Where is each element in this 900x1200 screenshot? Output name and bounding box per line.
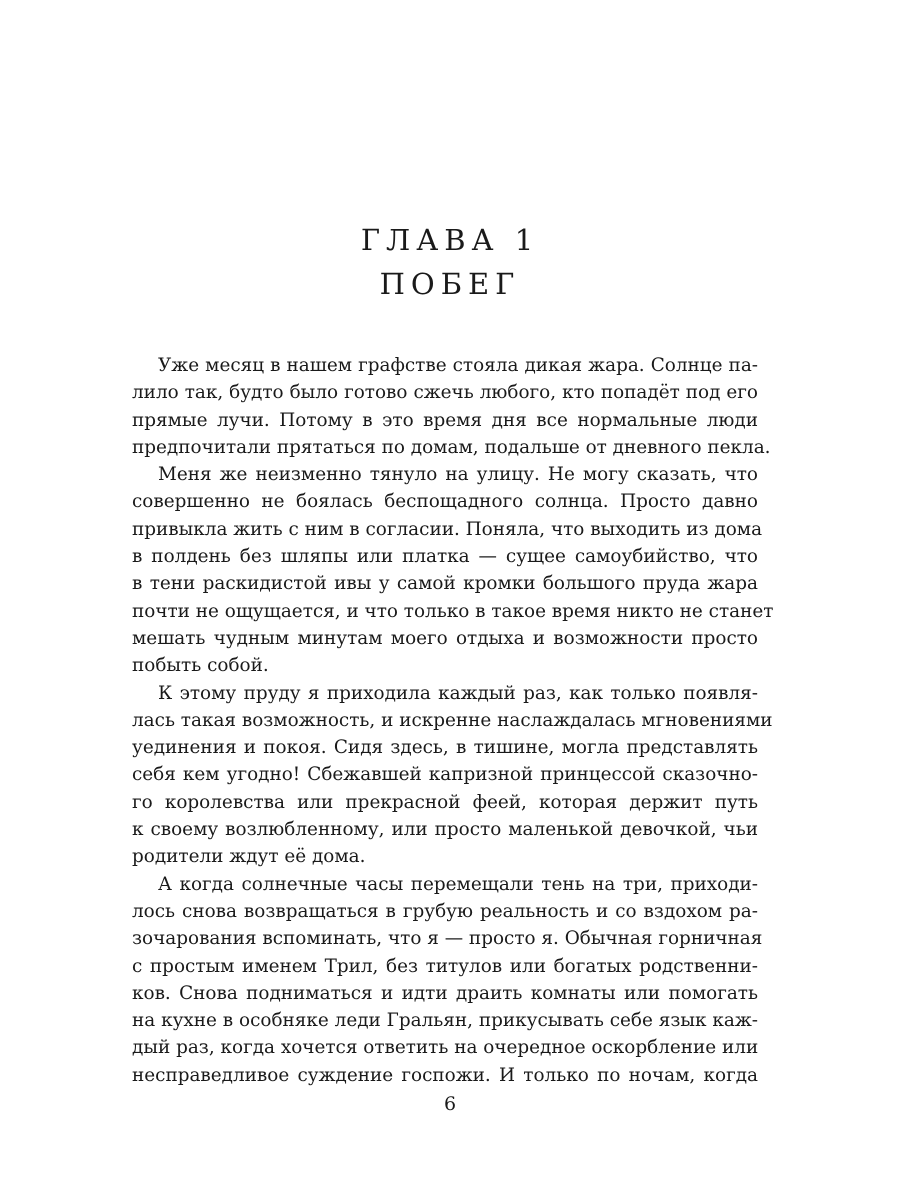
text-line: лось снова возвращаться в грубую реальность и со вздохом ра- (132, 900, 758, 922)
text-line: лась такая возможность, и искренне наслаждалась мгновениями (132, 709, 773, 731)
text-line: зочарования вспоминать, что я — просто я. Обычная горничная (132, 928, 763, 950)
text-line: побыть собой. (132, 655, 269, 677)
text-line: дый раз, когда хочется ответить на очередное оскорбление или (132, 1037, 759, 1059)
text-line: Уже месяц в нашем графстве стояла дикая жара. Солнце па- (158, 355, 758, 376)
page-number: 6 (443, 1093, 457, 1115)
text-line: себя кем угодно! Сбежавшей капризной принцессой сказочно- (132, 764, 758, 786)
text-line: ков. Снова подниматься и идти драить комнаты или помогать (132, 982, 758, 1004)
text-line: на кухне в особняке леди Гральян, прикусывать себе язык каж- (132, 1010, 758, 1032)
text-line: родители ждут её дома. (132, 846, 366, 868)
text-line: почти не ощущается, и что только в такое время никто не станет (132, 600, 774, 622)
text-line: несправедливое суждение госпожи. И только по ночам, когда (132, 1064, 758, 1086)
chapter-title: ПОБЕГ (379, 267, 521, 301)
text-line: в тени раскидистой ивы у самой кромки большого пруда жара (132, 573, 758, 595)
chapter-number: ГЛАВА 1 (360, 223, 540, 257)
text-line: мешать чудным минутам моего отдыха и возможности просто (132, 627, 758, 649)
text-line: совершенно не боялась беспощадного солнца. Просто давно (132, 491, 758, 513)
text-line: с простым именем Трил, без титулов или богатых родственни- (132, 955, 758, 977)
text-line: привыкла жить с ним в согласии. Поняла, что выходить из дома (132, 518, 763, 540)
text-line: лило так, будто было готово сжечь любого, кто попадёт под его (132, 382, 758, 404)
text-line: К этому пруду я приходила каждый раз, как только появля- (158, 682, 758, 704)
body-text (132, 352, 774, 1089)
text-line: предпочитали прятаться по домам, подальше от дневного пекла. (132, 436, 771, 458)
text-line: Меня же неизменно тянуло на улицу. Не могу сказать, что (158, 464, 758, 486)
text-line: уединения и покоя. Сидя здесь, в тишине, могла представлять (132, 737, 758, 759)
text-line: прямые лучи. Потому в это время дня все нормальные люди (132, 409, 758, 431)
text-line: в полдень без шляпы или платка — сущее самоубийство, что (132, 546, 758, 568)
text-line: А когда солнечные часы перемещали тень на три, приходи- (158, 873, 758, 895)
text-line: к своему возлюбленному, или просто маленькой девочкой, чьи (132, 819, 758, 841)
text-line: го королевства или прекрасной феей, которая держит путь (132, 791, 758, 813)
